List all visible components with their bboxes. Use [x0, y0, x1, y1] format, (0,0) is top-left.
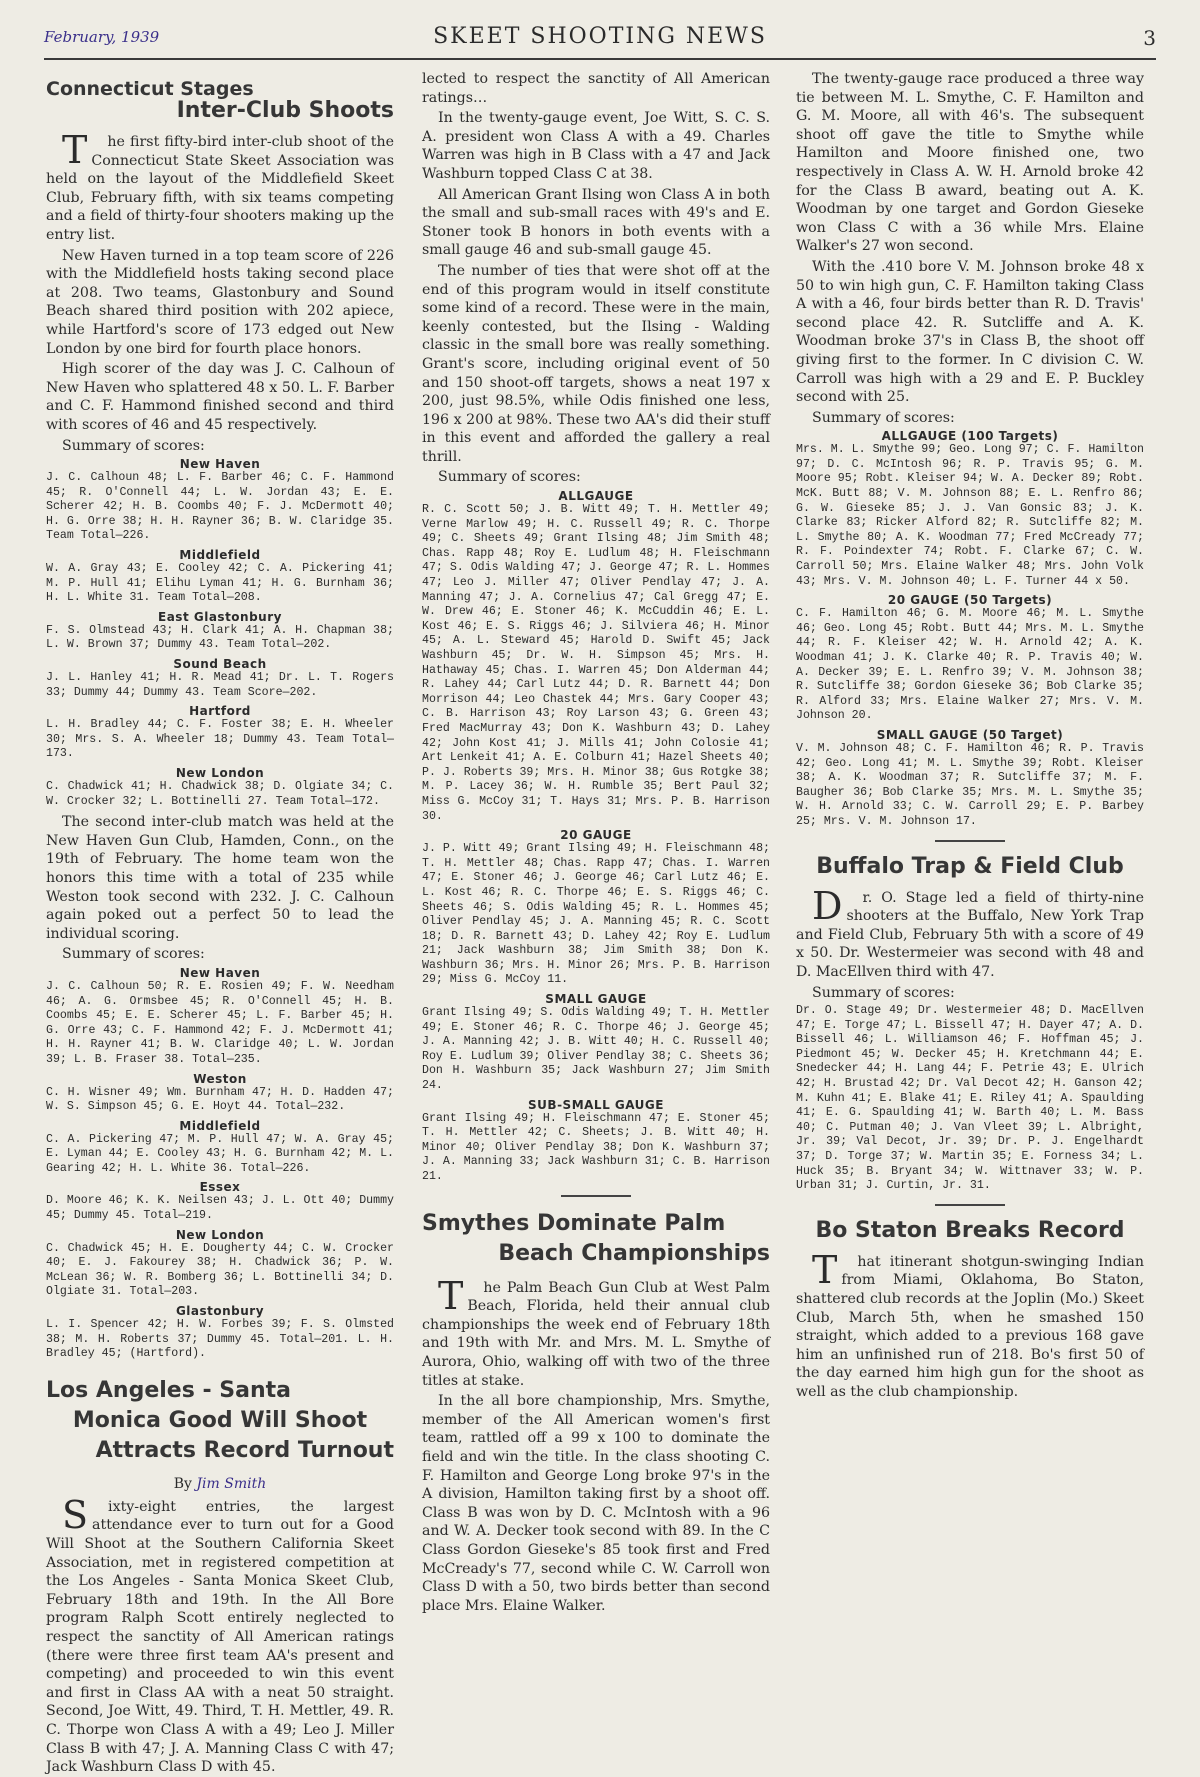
event-heading: 20 GAUGE (50 Targets): [887, 593, 1053, 608]
paragraph: All American Grant Ilsing won Class A in both the small and sub-small races with 49's and E. Stoner took B honors in both events with a small gauge 46 and sub-small gauge 45.: [422, 186, 770, 259]
article-los-angeles-headline: [46, 1376, 394, 1466]
event-heading: 20 GAUGE: [560, 828, 632, 843]
event-scores: Grant Ilsing 49; S. Odis Walding 49; T. H. Mettler 49; E. Stoner 46; R. C. Thorpe 46; J. George 45; J. A. Manning 42; J. B. Witt 40; H. C. Russell 40; Roy E. Ludlum 39; Oliver Pendlay 38; C. Sheets 36; Don H. Washburn 35; Jack Washburn 27; Jim Smith 24.: [422, 1006, 770, 1093]
paragraph: That itinerant shotgun-swinging Indian from Miami, Oklahoma, Bo Staton, shattered club records at the Joplin (Mo.) Skeet Club, March 5th, when he smashed 150 straight, which added to a previous 168 gave him an unfinished run of 218. Bo's first 50 of the day earned him high gun for the shoot as well as the club championship.: [796, 1247, 1144, 1400]
event-heading: SMALL GAUGE (50 Target): [876, 727, 1064, 742]
team-heading: Middlefield: [179, 1118, 261, 1133]
event-scores: Mrs. M. L. Smythe 99; Geo. Long 97; C. F. Hamilton 97; D. C. McIntosh 96; R. P. Travis 95; G. M. Moore 95; Robt. Kleiser 94; W. A. Decker 89; Robt. McK. Butt 88; V. M. Johnson 88; E. L. Renfro 86; G. W. Gieseke 85; J. J. Van Gonsic 83; J. K. Clarke 83; Ricker Alford 82; R. Sutcliffe 82; M. L. Smythe 80; A. K. Woodman 77; Fred McCready 77; R. F. Poindexter 74; Robt. F. Clarke 67; C. W. Carroll 50; Mrs. Elaine Walker 48; Mrs. John Volk 43; Mrs. V. M. Johnson 40; L. F. Turner 44 x 50.: [796, 443, 1144, 588]
column-3: [796, 70, 1144, 1700]
event-scores: V. M. Johnson 48; C. F. Hamilton 46; R. P. Travis 42; Geo. Long 41; M. L. Smythe 39; Robt. Kleiser 38; A. K. Woodman 37; R. Sutcliffe 37; M. F. Baugher 36; Bob Clarke 35; Mrs. M. L. Smythe 35; W. H. Arnold 33; C. W. Carroll 29; E. P. Barbey 25; Mrs. V. M. Johnson 17.: [796, 741, 1144, 828]
summary-label: Summary of scores:: [812, 409, 955, 426]
team-heading: Essex: [199, 1180, 241, 1195]
divider: [935, 840, 1005, 842]
team-scores: J. L. Hanley 41; H. R. Mead 41; Dr. L. T. Rogers 33; Dummy 44; Dummy 43. Team Score—202.: [46, 671, 394, 699]
team-scores: W. A. Gray 43; E. Cooley 42; C. A. Pickering 41; M. P. Hull 41; Elihu Lyman 41; H. G. Burnham 36; H. L. White 31. Team Total—208.: [46, 562, 394, 605]
paragraph: The second inter-club match was held at the New Haven Gun Club, Hamden, Conn., on the 19th of February. The home team won the honors this time with a total of 235 while Weston took second with 232. J. C. Calhoun again poked out a perfect 50 to lead the individual scoring.: [46, 814, 394, 942]
event-scores: R. C. Scott 50; J. B. Witt 49; T. H. Mettler 49; Verne Marlow 49; H. C. Russell 49; R. C. Thorpe 49; C. Sheets 49; Grant Ilsing 48; Jim Smith 48; Chas. Rapp 48; Roy E. Ludlum 48; H. Fleischmann 47; S. Odis Walding 47; J. George 47; R. L. Hommes 47; Leo J. Miller 47; Oliver Pendlay 47; J. A. Manning 47; J. A. Cornelius 47; Cal Gregg 47; E. W. Drew 46; E. Stoner 46; K. McCuddin 46; E. L. Kost 46; E. S. Riggs 46; J. Silviera 46; H. Minor 45; A. L. Steward 45; Harold D. Swift 45; Jack Washburn 45; Dr. W. H. Simpson 45; Mrs. H. Hathaway 45; Chas. I. Warren 45; Don Alderman 44; R. Lahey 44; Carl Lutz 44; D. R. Barnett 44; Don Morrison 44; Leo Chastek 44; Mrs. Gary Cooper 43; C. B. Harrison 43; Roy Larson 43; G. Green 43; Fred MacMurray 43; Don K. Washburn 43; D. Lahey 42; John Kost 41; J. Mills 41; John Colosie 41; Art Lenkeit 41; A. E. Colburn 41; Hazel Sheets 40; P. J. Roberts 39; Mrs. H. Minor 38; Gus Rotgke 38; M. P. Lacey 36; W. H. Rumble 35; Bert Paul 32; Miss G. McCoy 31; T. Hays 31; Mrs. P. B. Harrison 30.: [422, 503, 770, 823]
team-heading: Glastonbury: [175, 1304, 265, 1319]
event-scores: Grant Ilsing 49; H. Fleischmann 47; E. Stoner 45; T. H. Mettler 42; C. Sheets; J. B. Witt 40; H. Minor 40; Oliver Pendlay 38; Don K. Washburn 37; J. A. Manning 33; Jack Washburn 31; C. B. Harrison 21.: [422, 1111, 770, 1183]
headline-line-2: Beach Championships: [498, 1240, 770, 1266]
team-heading: Sound Beach: [173, 657, 267, 672]
team-heading: New Haven: [179, 965, 261, 980]
paragraph: Dr. O. Stage led a field of thirty-nine shooters at the Buffalo, New York Trap and Field Club, February 5th with a score of 49 x 50. Dr. Westermeier was second with 48 and D. MacEllven third with 47.: [796, 883, 1144, 980]
team-heading: Weston: [193, 1071, 247, 1086]
paragraph: The number of ties that were shot off at the end of this program would in itself constitute some kind of a record. These were in the main, keenly contested, but the Ilsing - Walding classic in the small bore was really something. Grant's score, including original event of 50 and 150 shoot-off targets, shows a neat 197 x 200, just 98.5%, while Odis finished one less, 196 x 200 at 98%. These two AA's did their stuff in this event and afforded the gallery a real thrill.: [422, 262, 770, 465]
team-scores: C. Chadwick 45; H. E. Dougherty 44; C. W. Crocker 40; E. J. Fakourey 38; H. Chadwick 36; P. W. McLean 36; W. R. Bomberg 36; L. Bottinelli 34; D. Olgiate 31. Total—203.: [46, 1241, 394, 1299]
event-scores: Dr. O. Stage 49; Dr. Westermeier 48; D. MacEllven 47; E. Torge 47; L. Bissell 47; H. Dayer 47; A. D. Bissell 46; L. Williamson 46; F. Hoffman 45; J. Piedmont 45; W. Decker 45; H. Kretchmann 44; E. Snedecker 44; H. Lang 44; F. Petrie 43; E. Ulrich 42; H. Brustad 42; Dr. Val Decot 42; H. Ganson 42; M. Kuhn 41; E. Blake 41; E. Riley 41; A. Spaulding 41; E. G. Spaulding 41; W. Barth 40; L. M. Bass 40; C. Putman 40; J. Van Vleet 39; L. Albright, Jr. 39; Val Decot, Jr. 39; Dr. P. J. Engelhardt 37; D. Torge 37; W. Martin 35; E. Forness 34; L. Huck 35; B. Bryant 34; W. Wittnaver 33; W. P. Urban 31; J. Curtin, Jr. 31.: [796, 1004, 1144, 1193]
summary-label: Summary of scores:: [438, 469, 581, 486]
team-scores: L. I. Spencer 42; H. W. Forbes 39; F. S. Olmsted 38; M. H. Roberts 37; Dummy 45. Total—201. L. H. Bradley 45; (Hartford).: [46, 1318, 394, 1361]
paragraph: The first fifty-bird inter-club shoot of the Connecticut State Skeet Association was held on the layout of the Middlefield Skeet Club, February fifth, with six teams competing and a field of thirty-four shooters making up the entry list.: [46, 128, 394, 243]
team-scores: C. Chadwick 41; H. Chadwick 38; D. Olgiate 34; C. W. Crocker 32; L. Bottinelli 27. Team Total—172.: [46, 780, 394, 808]
headline-line-2: Monica Good Will Shoot: [72, 1407, 368, 1433]
team-scores: D. Moore 46; K. K. Neilsen 43; J. L. Ott 40; Dummy 45; Dummy 45. Total—219.: [46, 1194, 394, 1223]
article-buffalo-headline: Buffalo Trap & Field Club: [816, 853, 1124, 879]
article-bo-staton-headline: Bo Staton Breaks Record: [815, 1217, 1125, 1243]
event-heading: SUB-SMALL GAUGE: [528, 1097, 664, 1112]
team-scores: J. C. Calhoun 48; L. F. Barber 46; C. F. Hammond 45; R. O'Connell 44; L. W. Jordan 43; E. E. Scherer 42; H. B. Coombs 40; F. J. McDermott 40; H. G. Orre 38; H. H. Rayner 36; B. W. Claridge 35. Team Total—226.: [46, 471, 394, 543]
event-heading: ALLGAUGE: [558, 489, 634, 504]
paragraph: In the twenty-gauge event, Joe Witt, S. C. S. A. president won Class A with a 49. Charles Warren was high in B Class with a 47 and Jack Washburn topped Class C at 38.: [422, 110, 770, 182]
paragraph: With the .410 bore V. M. Johnson broke 48 x 50 to win high gun, C. F. Hamilton taking Class A with a 46, four birds better than R. D. Travis' second place 42. R. Sutcliffe and A. K. Woodman broke 37's in Class B, the shoot off giving first to the former. In C division C. W. Carroll was high with a 29 and E. P. Buckley second with 25.: [796, 258, 1144, 406]
publication-title: SKEET SHOOTING NEWS: [433, 24, 767, 49]
headline-line-1: Smythes Dominate Palm: [422, 1210, 726, 1236]
paragraph: The twenty-gauge race produced a three way tie between M. L. Smythe, C. F. Hamilton and G. M. Moore, all with 46's. The subsequent shoot off gave the title to Smythe while Hamilton and Moore finished one, two respectively in Class A. W. H. Arnold broke 42 for the Class B award, beating out A. K. Woodman by one target and Gordon Gieseke won Class C with a 36 while Mrs. Elaine Walker's 27 won second.: [796, 71, 1144, 255]
article-connecticut-headline: [46, 78, 394, 123]
team-heading: New London: [175, 1227, 265, 1242]
team-heading: Hartford: [189, 704, 251, 719]
team-scores: F. S. Olmstead 43; H. Clark 41; A. H. Chapman 38; L. W. Brown 37; Dummy 43. Team Total—202.: [46, 623, 394, 652]
article-palm-beach-headline: [422, 1209, 770, 1269]
paragraph: In the all bore championship, Mrs. Smythe, member of the All American women's first team, rattled off a 99 x 100 to dominate the field and win the title. In the class shooting C. F. Hamilton and George Long broke 97's in the A division, Hamilton taking first by a shoot off. Class B was won by D. C. McIntosh with a 96 and W. A. Decker took second with 89. In the C Class Gordon Gieseke's 85 took first and Fred McCready's 77, second while C. W. Carroll won Class D with a 50, two birds better than second place Mrs. Elaine Walker.: [422, 1393, 770, 1614]
page-number: 3: [1143, 26, 1156, 50]
divider: [561, 1195, 631, 1197]
paragraph: The Palm Beach Gun Club at West Palm Beach, Florida, held their annual club championships the week end of February 18th and 19th with Mr. and Mrs. M. L. Smythe of Aurora, Ohio, walking off with two of the three titles at stake.: [422, 1273, 770, 1389]
summary-label: Summary of scores:: [62, 946, 205, 963]
page-header: [44, 22, 1156, 60]
paragraph: High scorer of the day was J. C. Calhoun of New Haven who splattered 48 x 50. L. F. Barber and C. F. Hammond finished second and third with scores of 46 and 45 respectively.: [46, 361, 394, 433]
event-heading: SMALL GAUGE: [545, 992, 647, 1007]
event-scores: J. P. Witt 49; Grant Ilsing 49; H. Fleischmann 48; T. H. Mettler 48; Chas. Rapp 47; Chas. I. Warren 47; E. Stoner 46; J. George 46; Carl Lutz 46; E. L. Kost 46; R. C. Thorpe 46; E. S. Riggs 46; C. Sheets 46; S. Odis Walding 45; R. L. Hommes 45; Oliver Pendlay 45; J. A. Manning 45; R. C. Scott 18; D. R. Barnett 43; D. Lahey 42; Roy E. Ludlum 21; Jack Washburn 38; Jim Smith 38; Don K. Washburn 36; Mrs. H. Minor 26; Mrs. P. B. Harrison 29; Miss G. McCoy 11.: [422, 842, 770, 987]
team-scores: C. H. Wisner 49; Wm. Burnham 47; H. D. Hadden 47; W. S. Simpson 45; G. E. Hoyt 44. Total—232.: [46, 1085, 394, 1114]
team-heading: New Haven: [179, 457, 261, 472]
divider: [935, 1204, 1005, 1206]
headline-line-3: Attracts Record Turnout: [95, 1437, 394, 1463]
byline-author: Jim Smith: [196, 1475, 267, 1492]
headline-line-2: Inter-Club Shoots: [176, 98, 394, 123]
team-scores: L. H. Bradley 44; C. F. Foster 38; E. H. Wheeler 30; Mrs. S. A. Wheeler 18; Dummy 43. Team Total—173.: [46, 718, 394, 761]
paragraph: New Haven turned in a top team score of 226 with the Middlefield hosts taking second place at 208. Two teams, Glastonbury and Sound Beach shared third position with 202 apiece, while Hartford's score of 173 edged out New London by one bird for fourth place honors.: [46, 247, 394, 357]
team-scores: C. A. Pickering 47; M. P. Hull 47; W. A. Gray 45; E. Lyman 44; E. Cooley 43; H. G. Burnham 42; M. L. Gearing 42; H. L. White 36. Total—226.: [46, 1132, 394, 1175]
team-scores: J. C. Calhoun 50; R. E. Rosien 49; F. W. Needham 46; A. G. Ormsbee 45; R. O'Connell 45; H. B. Coombs 45; E. E. Scherer 45; L. F. Barber 45; H. G. Orre 43; C. F. Hammond 42; F. J. McDermott 41; H. H. Rayner 41; B. W. Claridge 40; L. W. Jordan 39; L. B. Fraser 38. Total—235.: [46, 979, 394, 1066]
team-heading: New London: [175, 766, 265, 780]
column-2: [422, 70, 770, 1700]
headline-line-1: Los Angeles - Santa: [46, 1377, 291, 1403]
issue-date: February, 1939: [44, 28, 160, 46]
summary-label: Summary of scores:: [812, 984, 955, 1001]
team-heading: Middlefield: [179, 548, 261, 563]
byline-prefix: By: [173, 1475, 192, 1492]
event-scores: C. F. Hamilton 46; G. M. Moore 46; M. L. Smythe 46; Geo. Long 45; Robt. Butt 44; Mrs. M. L. Smythe 44; R. F. Kleiser 42; W. H. Arnold 42; A. K. Woodman 41; J. K. Clarke 40; R. P. Travis 40; W. A. Decker 39; E. L. Renfro 39; V. M. Johnson 38; R. Sutcliffe 38; Gordon Gieseke 36; Bob Clarke 35; R. Alford 33; Mrs. Elaine Walker 27; Mrs. V. M. Johnson 20.: [796, 607, 1144, 723]
byline: [46, 1476, 394, 1492]
event-heading: ALLGAUGE (100 Targets): [881, 429, 1059, 444]
summary-label: Summary of scores:: [62, 437, 205, 454]
team-heading: East Glastonbury: [158, 609, 282, 624]
headline-line-1: Connecticut Stages: [46, 78, 254, 100]
paragraph-continued: lected to respect the sanctity of All American ratings…: [422, 71, 770, 106]
column-1: [46, 70, 394, 1776]
paragraph: Sixty-eight entries, the largest attendance ever to turn out for a Good Will Shoot at the Southern California Skeet Association, met in registered competition at the Los Angeles - Santa Monica Skeet Club, February 18th and 19th. In the All Bore program Ralph Scott entirely neglected to respect the sanctity of All American ratings (there were three first team AA's present and competing) and proceeded to win this event and first in Class AA with a neat 50 straight. Second, Joe Witt, 49. Third, T. H. Mettler, 49. R. C. Thorpe won Class A with a 49; Leo J. Miller Class B with 47; J. A. Manning Class C with 47; Jack Washburn Class D with 45.: [46, 1492, 394, 1776]
